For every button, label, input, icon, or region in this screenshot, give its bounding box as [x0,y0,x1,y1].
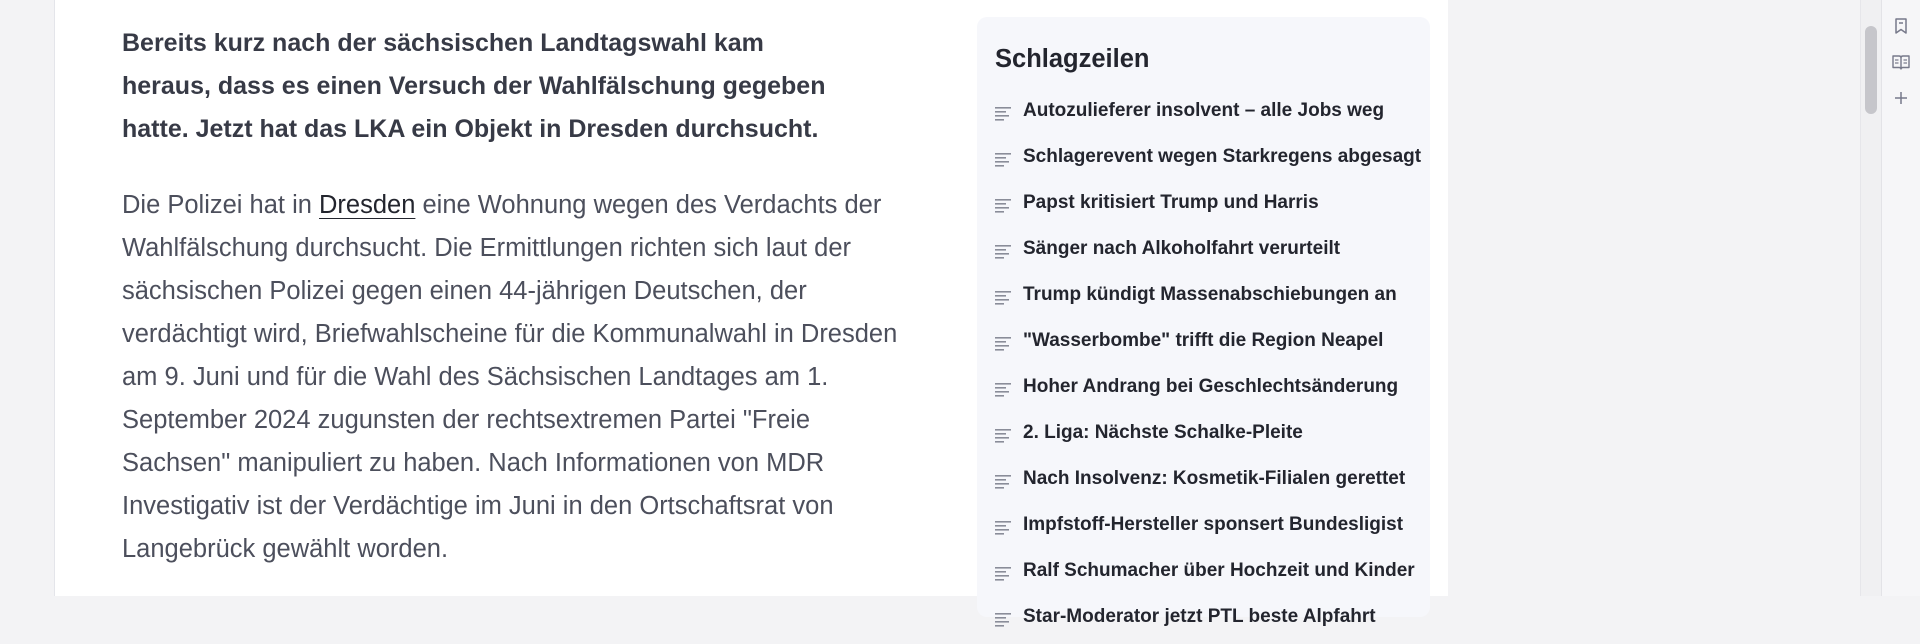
text-lines-icon [995,383,1011,397]
text-lines-icon [995,153,1011,167]
scrollbar-thumb[interactable] [1865,26,1877,114]
headline-label: Trump kündigt Massenabschiebungen an [1023,284,1397,305]
headline-label: Nach Insolvenz: Kosmetik-Filialen gerettet [1023,468,1406,489]
headline-label: Autozulieferer insolvent – alle Jobs weg [1023,100,1385,121]
text-lines-icon [995,291,1011,305]
headline-item[interactable] [977,552,1430,598]
page-scrollbar[interactable] [1860,0,1881,596]
article-lead: Bereits kurz nach der sächsischen Landtagswahl kam heraus, dass es einen Versuch der Wahlfälschung gegeben hatte. Jetzt hat das LKA ein Objekt in Dresden durchsucht. [122,29,826,143]
headline-label: Hoher Andrang bei Geschlechtsänderung [1023,376,1399,397]
headline-item[interactable] [977,230,1430,276]
headline-item[interactable] [977,460,1430,506]
headline-item[interactable] [977,184,1430,230]
headlines-title: Schlagzeilen [995,45,1150,73]
text-lines-icon [995,567,1011,581]
plus-icon[interactable] [1891,88,1911,108]
headline-label: Ralf Schumacher über Hochzeit und Kinder [1023,560,1415,581]
article-body [122,184,912,571]
text-lines-icon [995,337,1011,351]
headlines-box [977,17,1430,627]
text-lines-icon [995,475,1011,489]
text-lines-icon [995,245,1011,259]
headline-label: Impfstoff-Hersteller sponsert Bundesligist [1023,514,1404,535]
headline-label: Star-Moderator jetzt PTL beste Alpfahrt [1023,606,1376,627]
article-body-text-continued: eine Wohnung wegen des Verdachts der Wahlfälschung durchsucht. Die Ermittlungen richten sich laut der sächsischen Polizei gegen einen 44-jährigen Deutschen, der verdächtigt wird, Briefwahlscheine für die Kommunalwahl in Dresden am 9. Juni und für die Wahl des Sächsischen Landtages am 1. September 2024 zugunsten der rechtsextremen Partei "Freie Sachsen" manipuliert zu haben. Nach Informationen von MDR Investigativ ist der Verdächtige im Juni in den Ortschaftsrat von Langebrück gewählt worden. [122,191,898,563]
text-lines-icon [995,521,1011,535]
headline-item[interactable] [977,414,1430,460]
headline-label: Papst kritisiert Trump und Harris [1023,192,1319,213]
headline-item[interactable] [977,322,1430,368]
article-column [54,0,962,596]
reader-icon[interactable] [1891,52,1911,72]
text-lines-icon [995,429,1011,443]
headline-item[interactable] [977,138,1430,184]
headline-label: Schlagerevent wegen Starkregens abgesagt [1023,146,1422,167]
text-lines-icon [995,613,1011,627]
headline-list [977,92,1430,644]
dresden-link[interactable]: Dresden [319,191,416,219]
headline-label: "Wasserbombe" trifft die Region Neapel [1023,330,1384,351]
text-lines-icon [995,107,1011,121]
article-body-text: Die Polizei hat in [122,191,320,219]
headline-label: 2. Liga: Nächste Schalke-Pleite [1023,422,1303,443]
headline-item[interactable] [977,92,1430,138]
headline-label: Sänger nach Alkoholfahrt verurteilt [1023,238,1341,259]
headline-item[interactable] [977,276,1430,322]
browser-side-toolbar [1881,0,1920,596]
headline-item[interactable] [977,368,1430,414]
empty-sidebar-area [1448,0,1860,596]
text-lines-icon [995,199,1011,213]
headline-item[interactable] [977,598,1430,644]
headline-item[interactable] [977,506,1430,552]
bookmark-icon[interactable] [1891,16,1911,36]
right-column [960,0,1449,627]
